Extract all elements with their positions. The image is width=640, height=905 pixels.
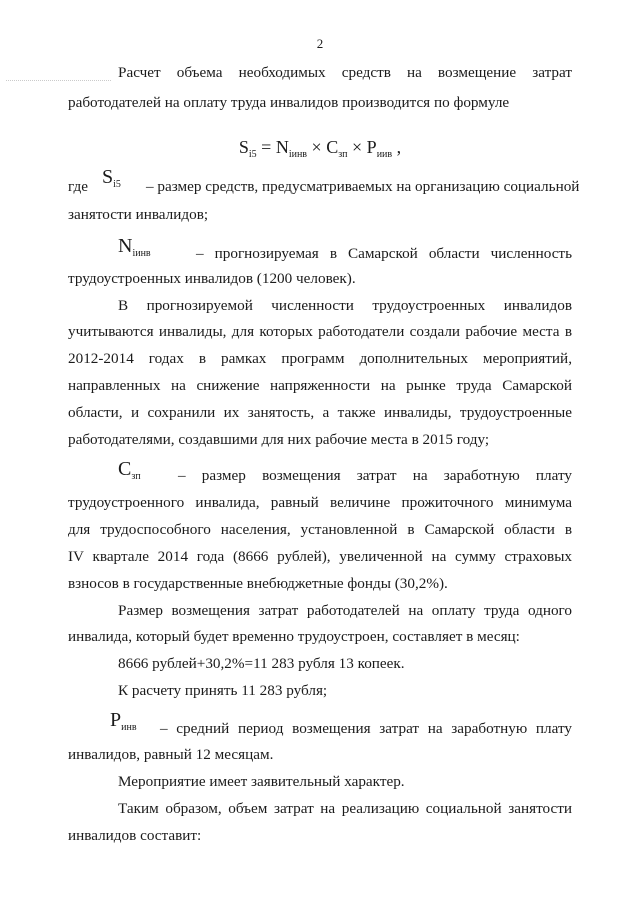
formula-n-sub: iинв	[288, 149, 308, 160]
formula-times-2: ×	[347, 137, 367, 157]
formula	[0, 137, 640, 160]
def-c-letter: C	[118, 458, 132, 480]
conclusion-line-1: Таким образом, объем затрат на реализацию социальной занятости	[118, 800, 572, 817]
def-s-text: – размер средств, предусматриваемых на организацию социальной	[146, 178, 580, 195]
page-number: 2	[316, 36, 324, 51]
def-c-text: – размер возмещения затрат на заработную плату	[178, 467, 572, 484]
def-c-symbol	[118, 458, 141, 482]
def-n-sub: iинв	[132, 248, 151, 259]
formula-c: C	[326, 137, 339, 157]
declarative-line: Мероприятие имеет заявительный характер.	[118, 773, 405, 790]
forecast-line-6: работодателями, создавшими для них рабочие места в 2015 году;	[68, 431, 490, 448]
formula-n: N	[275, 137, 289, 157]
def-c-line-1: трудоустроенного инвалида, равный величине прожиточного минимума	[68, 494, 572, 511]
def-c-line-2: для трудоспособного населения, установленной в Самарской области в	[68, 521, 572, 538]
def-n-text: – прогнозируемая в Самарской области численность	[196, 245, 572, 262]
intro-line-2: работодателей на оплату труда инвалидов производится по формуле	[68, 94, 510, 111]
formula-s: S	[238, 137, 249, 157]
def-n-line-2: трудоустроенных инвалидов (1200 человек).	[68, 270, 356, 287]
accept-line: К расчету принять 11 283 рубля;	[118, 682, 328, 699]
def-n-letter: N	[118, 235, 133, 257]
amount-line-2: инвалида, который будет временно трудоустроен, составляет в месяц:	[68, 628, 520, 645]
def-p-letter: P	[110, 709, 122, 731]
def-p-line-2: инвалидов, равный 12 месяцам.	[68, 746, 274, 763]
formula-p-sub: иив	[376, 149, 393, 160]
def-s-symbol	[102, 166, 121, 190]
forecast-line-1: В прогнозируемой численности трудоустроенных инвалидов	[118, 297, 572, 314]
amount-line-1: Размер возмещения затрат работодателей на оплату труда одного	[118, 602, 572, 619]
calc-line: 8666 рублей+30,2%=11 283 рубля 13 копеек.	[118, 655, 405, 672]
forecast-line-4: направленных на снижение напряженности на рынке труда Самарской	[68, 377, 572, 394]
forecast-line-3: 2012-2014 годах в рамках программ дополнительных мероприятий,	[68, 350, 572, 367]
forecast-line-2: учитываются инвалиды, для которых работодатели создали рабочие места в	[68, 323, 572, 340]
def-s-letter: S	[102, 166, 114, 188]
formula-s-sub: i5	[248, 149, 257, 160]
intro-line-1: Расчет объема необходимых средств на возмещение затрат	[118, 64, 572, 81]
forecast-line-5: области, и сохранили их занятость, а также инвалиды, трудоустроенные	[68, 404, 572, 421]
def-p-sub: инв	[121, 722, 137, 733]
def-s-prefix: где	[68, 178, 88, 195]
def-p-text: – средний период возмещения затрат на заработную плату	[160, 720, 572, 737]
scan-artifact-line	[6, 74, 111, 81]
formula-p: P	[366, 137, 377, 157]
formula-end: ,	[392, 137, 402, 157]
def-c-line-3: IV квартале 2014 года (8666 рублей), увеличенной на сумму страховых	[68, 548, 572, 565]
formula-c-sub: зп	[338, 149, 348, 160]
conclusion-line-2: инвалидов составит:	[68, 827, 202, 844]
def-p-symbol	[110, 709, 137, 733]
formula-equals: =	[256, 137, 276, 157]
def-n-symbol	[118, 235, 151, 259]
formula-times-1: ×	[307, 137, 327, 157]
def-s-sub: i5	[113, 179, 121, 190]
def-s-line-2: занятости инвалидов;	[68, 206, 209, 223]
def-c-sub: зп	[131, 471, 141, 482]
def-c-line-4: взносов в государственные внебюджетные фонды (30,2%).	[68, 575, 448, 592]
